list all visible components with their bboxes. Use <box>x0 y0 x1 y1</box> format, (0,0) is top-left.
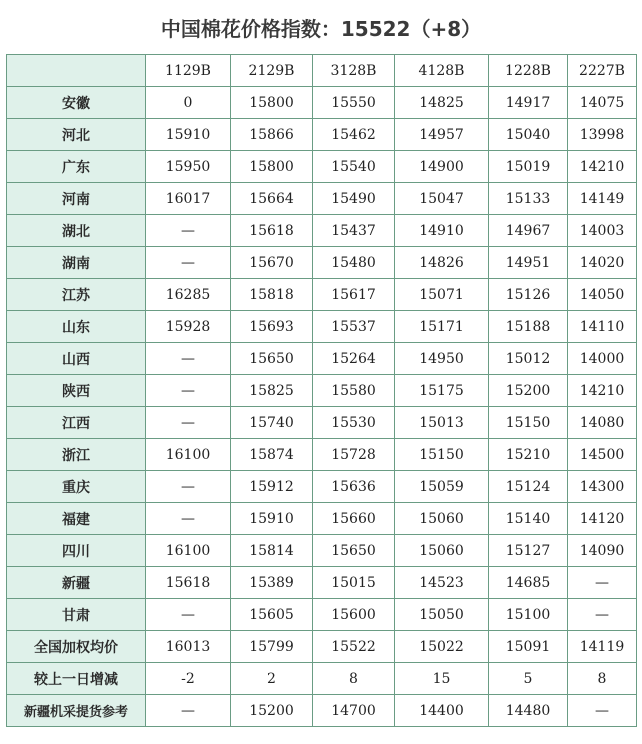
price-cell: 15071 <box>395 279 489 311</box>
price-cell: — <box>146 215 231 247</box>
price-cell: 15664 <box>231 183 313 215</box>
price-cell: 14003 <box>568 215 637 247</box>
price-cell: 15060 <box>395 535 489 567</box>
price-cell: 15389 <box>231 567 313 599</box>
price-cell: 15012 <box>489 343 568 375</box>
table-row <box>7 599 637 631</box>
column-header: 1129B <box>146 55 231 87</box>
price-cell: 15200 <box>231 695 313 727</box>
price-cell: 15490 <box>313 183 395 215</box>
price-cell: 15 <box>395 663 489 695</box>
row-label: 福建 <box>7 503 146 535</box>
price-cell: 15126 <box>489 279 568 311</box>
price-cell: 14917 <box>489 87 568 119</box>
price-cell: 15127 <box>489 535 568 567</box>
price-cell: 14957 <box>395 119 489 151</box>
table-header-row <box>7 55 637 87</box>
price-cell: 15022 <box>395 631 489 663</box>
price-cell: 14119 <box>568 631 637 663</box>
price-cell: — <box>146 471 231 503</box>
price-cell: 15874 <box>231 439 313 471</box>
price-cell: 14210 <box>568 375 637 407</box>
price-cell: 14090 <box>568 535 637 567</box>
price-cell: 14400 <box>395 695 489 727</box>
price-cell: 15480 <box>313 247 395 279</box>
table-row <box>7 215 637 247</box>
price-cell: 14149 <box>568 183 637 215</box>
price-cell: 15950 <box>146 151 231 183</box>
row-label: 湖北 <box>7 215 146 247</box>
price-cell: 14000 <box>568 343 637 375</box>
price-cell: 15019 <box>489 151 568 183</box>
price-cell: 14523 <box>395 567 489 599</box>
row-label: 重庆 <box>7 471 146 503</box>
price-cell: 15124 <box>489 471 568 503</box>
price-cell: 15150 <box>395 439 489 471</box>
price-cell: — <box>146 247 231 279</box>
row-label: 全国加权均价 <box>7 631 146 663</box>
price-cell: 15660 <box>313 503 395 535</box>
price-cell: 14685 <box>489 567 568 599</box>
table-row <box>7 407 637 439</box>
row-label: 江西 <box>7 407 146 439</box>
price-cell: 15050 <box>395 599 489 631</box>
price-cell: 15910 <box>146 119 231 151</box>
price-cell: 14080 <box>568 407 637 439</box>
price-cell: 14951 <box>489 247 568 279</box>
price-cell: 15912 <box>231 471 313 503</box>
column-header: 1228B <box>489 55 568 87</box>
price-cell: 15100 <box>489 599 568 631</box>
table-row <box>7 503 637 535</box>
price-cell: 15188 <box>489 311 568 343</box>
price-cell: 15059 <box>395 471 489 503</box>
table-row <box>7 535 637 567</box>
price-cell: 15013 <box>395 407 489 439</box>
price-cell: 15800 <box>231 87 313 119</box>
price-cell: — <box>568 695 637 727</box>
column-header: 2227B <box>568 55 637 87</box>
table-row <box>7 471 637 503</box>
column-header: 3128B <box>313 55 395 87</box>
price-cell: -2 <box>146 663 231 695</box>
row-label: 较上一日增减 <box>7 663 146 695</box>
price-cell: 15060 <box>395 503 489 535</box>
row-label: 浙江 <box>7 439 146 471</box>
price-cell: 15150 <box>489 407 568 439</box>
row-label: 甘肃 <box>7 599 146 631</box>
price-cell: — <box>568 567 637 599</box>
price-cell: 15825 <box>231 375 313 407</box>
price-cell: 15133 <box>489 183 568 215</box>
price-cell: 14700 <box>313 695 395 727</box>
page-title: 中国棉花价格指数：15522（+8） <box>160 16 482 41</box>
table-row <box>7 87 637 119</box>
price-cell: 14950 <box>395 343 489 375</box>
price-cell: 14900 <box>395 151 489 183</box>
table-row <box>7 663 637 695</box>
price-cell: 8 <box>313 663 395 695</box>
price-cell: 15650 <box>313 535 395 567</box>
price-cell: 16100 <box>146 439 231 471</box>
price-cell: 15200 <box>489 375 568 407</box>
price-cell: 15928 <box>146 311 231 343</box>
price-cell: 14825 <box>395 87 489 119</box>
price-cell: 15866 <box>231 119 313 151</box>
table-row <box>7 279 637 311</box>
price-cell: 14110 <box>568 311 637 343</box>
price-cell: 16017 <box>146 183 231 215</box>
price-cell: 14910 <box>395 215 489 247</box>
price-cell: 15618 <box>231 215 313 247</box>
price-cell: 14050 <box>568 279 637 311</box>
cotton-price-table <box>6 54 637 727</box>
price-cell: 15650 <box>231 343 313 375</box>
column-header: 4128B <box>395 55 489 87</box>
price-cell: 14300 <box>568 471 637 503</box>
price-cell: 14967 <box>489 215 568 247</box>
price-cell: 8 <box>568 663 637 695</box>
price-cell: 14120 <box>568 503 637 535</box>
row-label: 安徽 <box>7 87 146 119</box>
row-label: 山东 <box>7 311 146 343</box>
price-cell: 15550 <box>313 87 395 119</box>
price-cell: 14210 <box>568 151 637 183</box>
table-row <box>7 151 637 183</box>
price-cell: 14500 <box>568 439 637 471</box>
row-label: 湖南 <box>7 247 146 279</box>
price-cell: 14020 <box>568 247 637 279</box>
price-cell: 14480 <box>489 695 568 727</box>
price-cell: — <box>146 695 231 727</box>
price-cell: 15605 <box>231 599 313 631</box>
price-cell: — <box>146 503 231 535</box>
price-cell: 15540 <box>313 151 395 183</box>
price-cell: 15910 <box>231 503 313 535</box>
table-row <box>7 183 637 215</box>
price-cell: 16100 <box>146 535 231 567</box>
column-header: 2129B <box>231 55 313 87</box>
price-cell: 15728 <box>313 439 395 471</box>
price-cell: 5 <box>489 663 568 695</box>
price-cell: 15617 <box>313 279 395 311</box>
price-cell: 15618 <box>146 567 231 599</box>
price-cell: — <box>146 375 231 407</box>
price-cell: 15537 <box>313 311 395 343</box>
price-cell: — <box>146 599 231 631</box>
price-cell: — <box>146 407 231 439</box>
price-cell: — <box>568 599 637 631</box>
table-row <box>7 631 637 663</box>
table-row <box>7 695 637 727</box>
price-cell: 15740 <box>231 407 313 439</box>
table-row <box>7 567 637 599</box>
price-cell: 15814 <box>231 535 313 567</box>
price-cell: 15210 <box>489 439 568 471</box>
row-label: 河南 <box>7 183 146 215</box>
price-cell: 15264 <box>313 343 395 375</box>
row-label: 陕西 <box>7 375 146 407</box>
table-row <box>7 343 637 375</box>
price-cell: 15140 <box>489 503 568 535</box>
price-cell: 15670 <box>231 247 313 279</box>
price-cell: 14826 <box>395 247 489 279</box>
table-corner-cell <box>7 55 146 87</box>
price-cell: 13998 <box>568 119 637 151</box>
price-cell: 15175 <box>395 375 489 407</box>
row-label: 山西 <box>7 343 146 375</box>
price-cell: 0 <box>146 87 231 119</box>
table-row <box>7 247 637 279</box>
table-row <box>7 311 637 343</box>
price-cell: 14075 <box>568 87 637 119</box>
row-label: 广东 <box>7 151 146 183</box>
price-cell: 15522 <box>313 631 395 663</box>
price-cell: 15091 <box>489 631 568 663</box>
price-cell: 15800 <box>231 151 313 183</box>
price-cell: 15040 <box>489 119 568 151</box>
price-cell: 15580 <box>313 375 395 407</box>
price-cell: 15015 <box>313 567 395 599</box>
price-cell: 15818 <box>231 279 313 311</box>
price-cell: 15799 <box>231 631 313 663</box>
row-label: 新疆 <box>7 567 146 599</box>
price-cell: — <box>146 343 231 375</box>
row-label: 四川 <box>7 535 146 567</box>
price-cell: 2 <box>231 663 313 695</box>
price-cell: 15437 <box>313 215 395 247</box>
table-row <box>7 375 637 407</box>
price-cell: 15636 <box>313 471 395 503</box>
table-row <box>7 439 637 471</box>
price-cell: 15693 <box>231 311 313 343</box>
price-cell: 16285 <box>146 279 231 311</box>
table-row <box>7 119 637 151</box>
price-cell: 15462 <box>313 119 395 151</box>
price-cell: 15171 <box>395 311 489 343</box>
price-cell: 15047 <box>395 183 489 215</box>
price-cell: 15530 <box>313 407 395 439</box>
price-cell: 16013 <box>146 631 231 663</box>
price-cell: 15600 <box>313 599 395 631</box>
row-label: 新疆机采提货参考 <box>7 695 146 727</box>
row-label: 河北 <box>7 119 146 151</box>
row-label: 江苏 <box>7 279 146 311</box>
